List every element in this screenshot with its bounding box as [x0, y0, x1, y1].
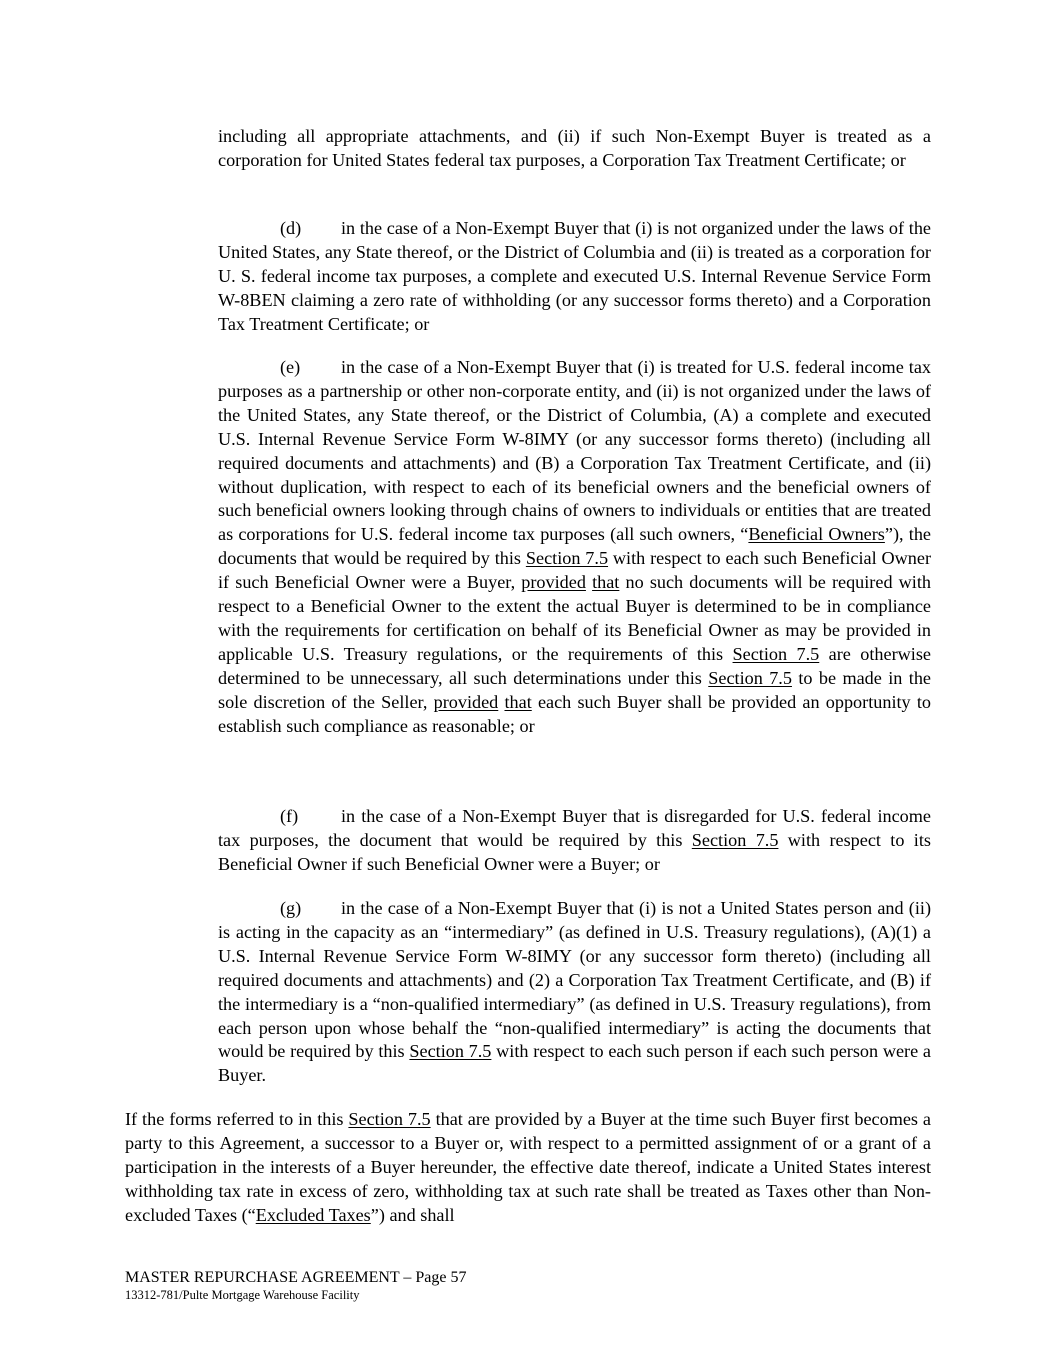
clause-f-label: (f) [280, 806, 299, 826]
clause-f-text-2: with respect to its Beneficial Owner if such Beneficial Owner were a Buyer; or [218, 829, 931, 874]
section-reference: Section 7.5 [732, 643, 820, 664]
clause-g-text-1: in the case of a Non-Exempt Buyer that (i) is not a United States person and (ii) is acting in the capacity as an “intermediary” (as defined in U.S. Treasury regulations), (A)(1) a U.S. Internal Revenue Service Form W-8IMY (or any successor form thereto) (including all required documents and attachments) and (2) a Corporation Tax Treatment Certificate, and (B) if the intermediary is a “non-qualified intermediary” (as defined in U.S. Treasury regulations), from each person upon whose behalf the “non-qualified intermediary” is acting the documents that would be required by this [218, 898, 931, 1062]
clause-f-text-1: in the case of a Non-Exempt Buyer that is disregarded for U.S. federal income tax purposes, the document that would be required by this [218, 806, 931, 850]
clause-e [218, 356, 931, 739]
section-reference: Section 7.5 [409, 1041, 492, 1062]
proviso-that: that [504, 691, 532, 712]
clause-e-text-7: to be made in the sole discretion of the Seller, [218, 667, 931, 712]
paragraph-continuation [218, 125, 931, 173]
continuation-text: including all appropriate attachments, and (ii) if such Non-Exempt Buyer is treated as a corporation for United States federal tax purposes, a Corporation Tax Treatment Certificate; or [218, 126, 931, 170]
section-reference: Section 7.5 [691, 829, 779, 850]
defined-term-excluded-taxes: Excluded Taxes [255, 1204, 371, 1225]
clause-e-text-5: no such documents will be required with respect to a Beneficial Owner to the extent the actual Buyer is determined to be in compliance with the requirements for certification on behalf of its Beneficial Owner as may be provided in applicable U.S. Treasury regulations, or the requirements of this [218, 572, 932, 664]
footer-title: MASTER REPURCHASE AGREEMENT – Page 57 [125, 1269, 467, 1286]
clause-g-text-2: with respect to each such person if each such person were a Buyer. [218, 1041, 931, 1086]
clause-e-label: (e) [280, 357, 301, 377]
closing-text-2: that are provided by a Buyer at the time such Buyer first becomes a party to this Agreement, a successor to a Buyer or, with respect to a permitted assignment of or a grant of a participation in the interests of a Buyer hereunder, the effective date thereof, indicate a United States interest withholding tax rate in excess of zero, withholding tax at such rate shall be treated as Taxes other than Non-excluded Taxes (“ [125, 1109, 931, 1225]
closing-text-3: ”) and shall [370, 1204, 455, 1225]
defined-term-beneficial-owners: Beneficial Owners [748, 524, 885, 545]
clause-d-text: in the case of a Non-Exempt Buyer that (i) is not organized under the laws of the United States, any State thereof, or the District of Columbia and (ii) is treated as a corporation for U. S. federal income tax purposes, a complete and executed U.S. Internal Revenue Service Form W-8BEN claiming a zero rate of withholding (or any successor forms thereto) and a Corporation Tax Treatment Certificate; or [218, 218, 931, 334]
clause-f [218, 805, 931, 877]
section-reference: Section 7.5 [348, 1109, 431, 1129]
clause-d [218, 217, 931, 337]
clause-e-text-6: are otherwise determined to be unnecessary, all such determinations under this [218, 643, 931, 688]
clause-e-text-1: in the case of a Non-Exempt Buyer that (i) is treated for U.S. federal income tax purposes as a partnership or other non-corporate entity, and (ii) is not organized under the laws of the United States, any State thereof, or the District of Columbia, (A) a complete and executed U.S. Internal Revenue Service Form W-8IMY (or any successor forms thereto) (including all required documents and attachments) and (B) a Corporation Tax Treatment Certificate, and (ii) without duplication, with respect to each of its beneficial owners and the beneficial owners of such beneficial owners looking through chains of owners to individuals or entities that are treated as corporations for U.S. federal income tax purposes (all such owners, “ [218, 357, 931, 545]
section-reference: Section 7.5 [708, 667, 792, 688]
clause-e-text-9: each such Buyer shall be provided an opportunity to establish such compliance as reasonable; or [218, 691, 931, 736]
clause-g-label: (g) [280, 898, 302, 918]
section-reference: Section 7.5 [525, 548, 609, 569]
closing-text-1: If the forms referred to in this [125, 1109, 349, 1129]
proviso-that: that [592, 572, 620, 593]
clause-g [218, 897, 931, 1088]
paragraph-closing [125, 1108, 931, 1228]
clause-d-label: (d) [280, 218, 302, 238]
proviso-provided: provided [433, 691, 499, 712]
footer-reference: 13312-781/Pulte Mortgage Warehouse Facility [125, 1288, 360, 1302]
proviso-provided: provided [521, 572, 586, 593]
clause-e-text-3: with respect to each such Beneficial Owner if such Beneficial Owner were a Buyer, [218, 548, 932, 593]
clause-e-text-2: ”), the documents that would be required by this [218, 524, 931, 569]
